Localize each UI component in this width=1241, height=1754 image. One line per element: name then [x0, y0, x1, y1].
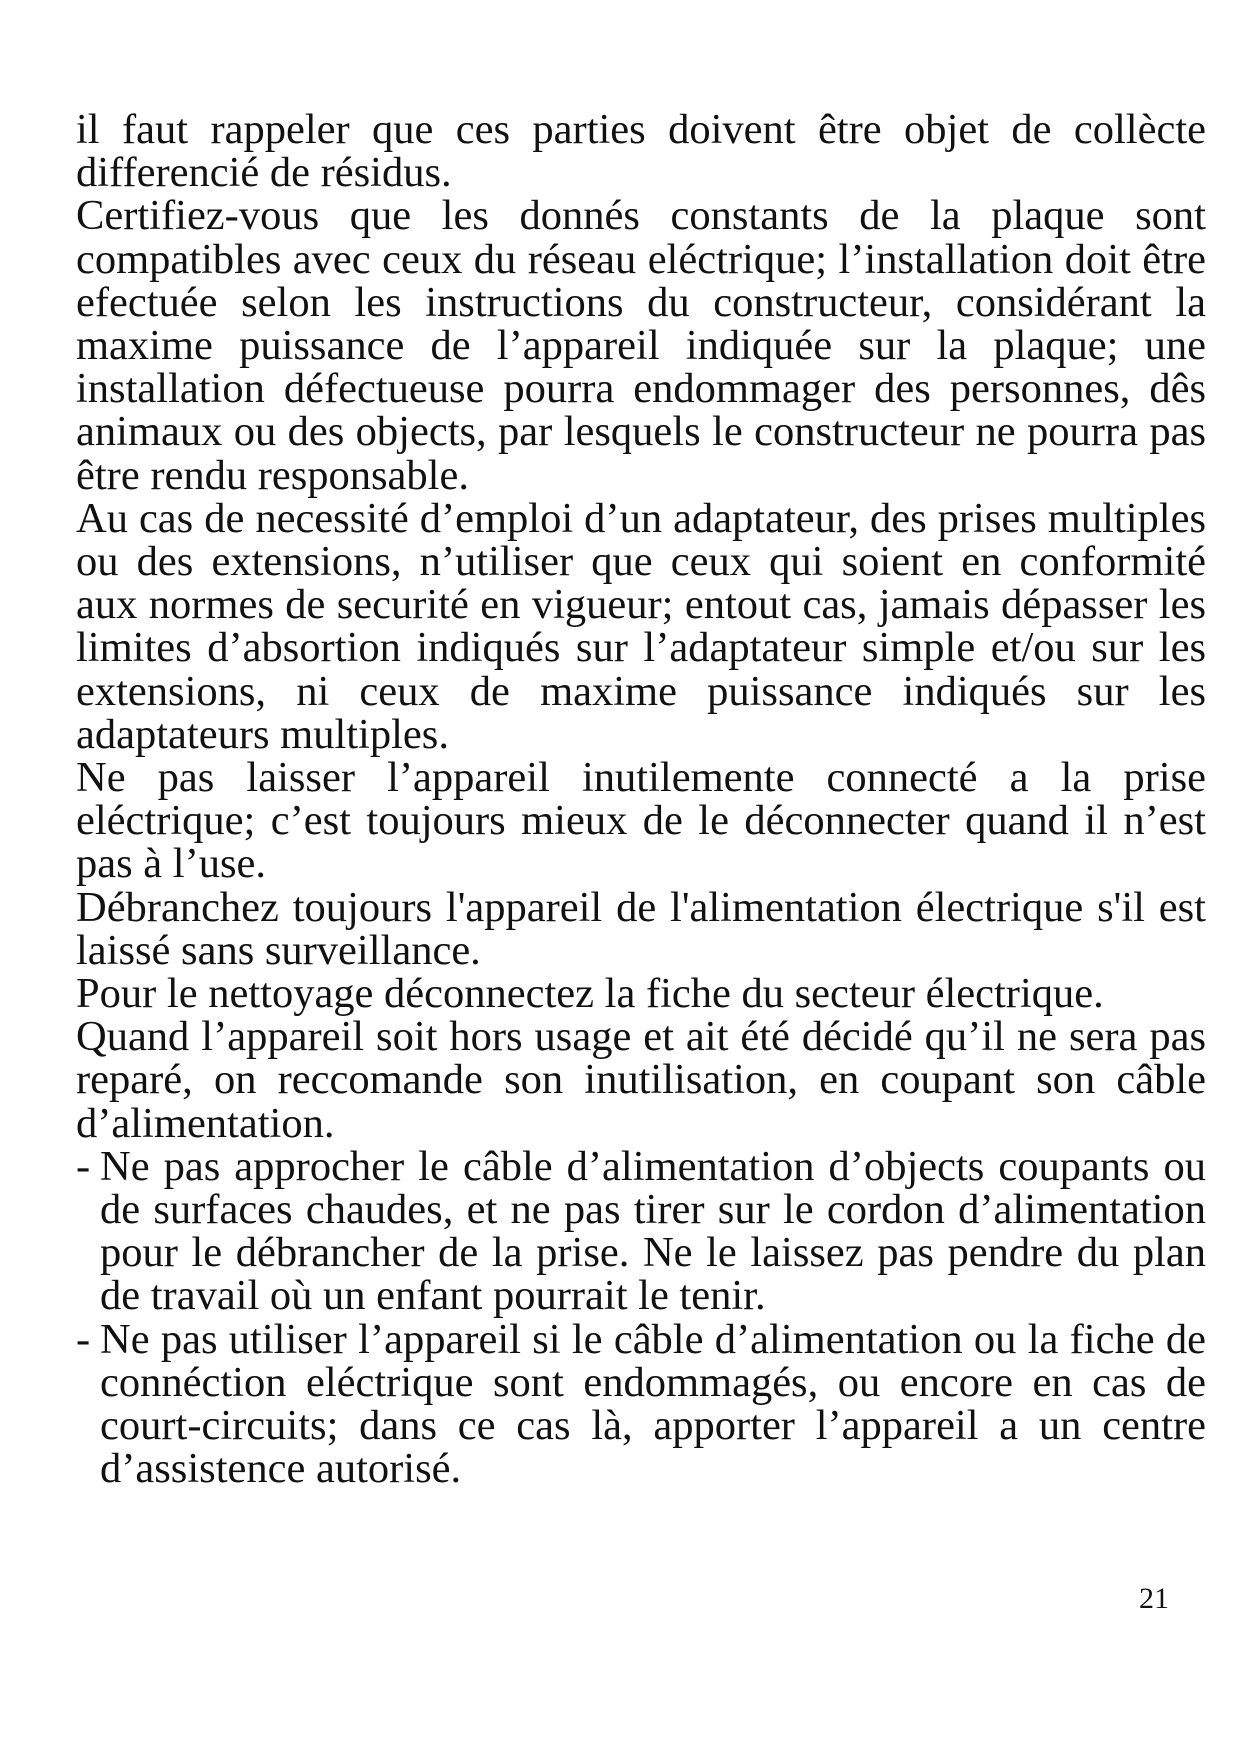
paragraph-recycling: il faut rappeler que ces parties doivent être objet de collècte differencié de résidus.: [76, 106, 1206, 197]
paragraph-disposal: Quand l’appareil soit hors usage et ait été décidé qu’il ne sera pas reparé, on reccomande son inutilisation, en coupant son câble d’alimentation.: [76, 1013, 1206, 1147]
paragraph-unplug-when-unused: Ne pas laisser l’appareil inutilemente connecté a la prise eléctrique; c’est toujours mieux de le déconnecter quand il n’est pas à l’use.: [76, 754, 1206, 888]
bullet-text: Ne pas utiliser l’appareil si le câble d’alimentation ou la fiche de connéction eléctrique sont endommagés, ou encore en cas de court-circuits; dans ce cas là, apporter l’appareil a un centre d’assistence autorisé.: [100, 1315, 1206, 1493]
paragraph-cleaning: Pour le nettoyage déconnectez la fiche du secteur électrique.: [76, 970, 1104, 1018]
bullet-item-damaged-cable: [76, 1315, 1206, 1493]
bullet-marker: -: [76, 1315, 91, 1363]
paragraph-unattended: Débranchez toujours l'appareil de l'alimentation électrique s'il est laissé sans surveillance.: [76, 883, 1206, 974]
page-number: 21: [1139, 1582, 1169, 1615]
paragraph-rating-plate: Certifiez-vous que les donnés constants de la plaque sont compatibles avec ceux du réseau eléctrique; l’installation doit être efectuée selon les instructions du constructeur, considérant la maxime puissance de l’appareil indiquée sur la plaque; une installation défectueuse pourra endommager des personnes, dês animaux ou des objects, par lesquels le constructeur ne pourra pas être rendu responsable.: [76, 192, 1206, 499]
body-text: [76, 108, 1206, 1491]
bullet-text: Ne pas approcher le câble d’alimentation d’objects coupants ou de surfaces chaudes, et ne pas tirer sur le cordon d’alimentation pour le débrancher de la prise. Ne le laissez pas pendre du plan de travail où un enfant pourrait le tenir.: [100, 1142, 1206, 1320]
bullet-item-cable-care: [76, 1142, 1206, 1320]
bullet-marker: -: [76, 1142, 91, 1190]
paragraph-adapters: Au cas de necessité d’emploi d’un adaptateur, des prises multiples ou des extensions, n’utiliser que ceux qui soient en conformité aux normes de securité en vigueur; entout cas, jamais dépasser les limites d’absortion indiqués sur l’adaptateur simple et/ou sur les extensions, ni ceux de maxime puissance indiqués sur les adaptateurs multiples.: [76, 494, 1206, 758]
